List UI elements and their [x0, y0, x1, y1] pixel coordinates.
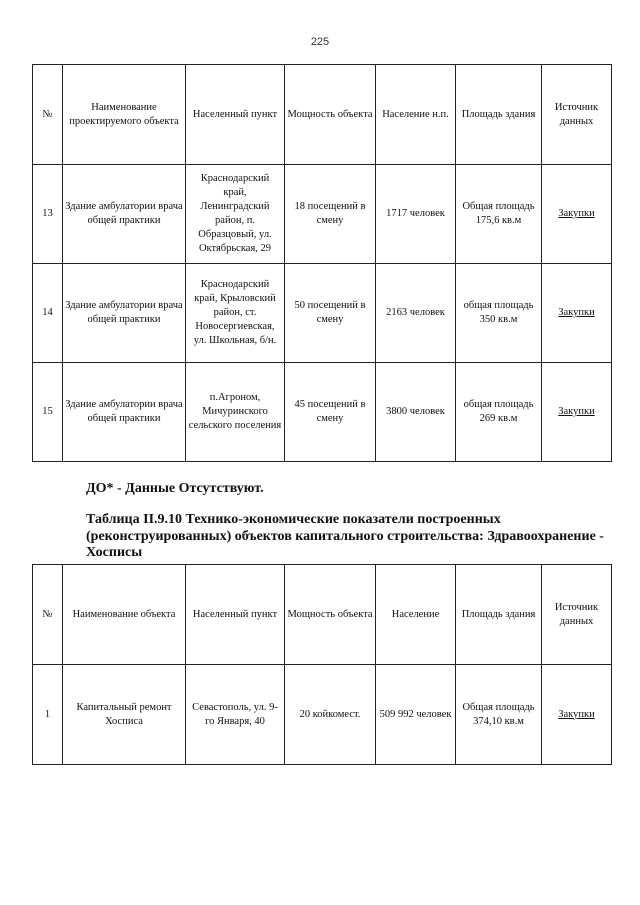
header-object-name: Наименование проектируемого объекта — [63, 65, 186, 165]
cell-population: 2163 человек — [376, 264, 456, 363]
cell-object-name: Здание амбулатории врача общей практики — [63, 363, 186, 462]
table-row — [33, 165, 612, 264]
cell-area: общая площадь 350 кв.м — [456, 264, 542, 363]
header-population: Население — [376, 565, 456, 665]
cell-area: Общая площадь 374,10 кв.м — [456, 665, 542, 765]
header-capacity: Мощность объекта — [285, 565, 376, 665]
cell-object-name: Здание амбулатории врача общей практики — [63, 165, 186, 264]
hospice-objects-table — [32, 564, 612, 765]
cell-area: Общая площадь 175,6 кв.м — [456, 165, 542, 264]
cell-capacity: 45 посещений в смену — [285, 363, 376, 462]
cell-number: 13 — [33, 165, 63, 264]
construction-objects-table — [32, 64, 612, 462]
header-capacity: Мощность объекта — [285, 65, 376, 165]
cell-locality: Севастополь, ул. 9-го Января, 40 — [186, 665, 285, 765]
cell-object-name: Здание амбулатории врача общей практики — [63, 264, 186, 363]
header-source: Источник данных — [542, 65, 612, 165]
cell-population: 1717 человек — [376, 165, 456, 264]
missing-data-note: ДО* - Данные Отсутствуют. — [86, 481, 264, 496]
table-row — [33, 363, 612, 462]
cell-source — [542, 665, 612, 765]
cell-capacity: 20 койкомест. — [285, 665, 376, 765]
table-row — [33, 264, 612, 363]
cell-locality: п.Агроном, Мичуринского сельского поселения — [186, 363, 285, 462]
header-area: Площадь здания — [456, 65, 542, 165]
header-locality: Населенный пункт — [186, 65, 285, 165]
cell-source — [542, 363, 612, 462]
cell-number: 1 — [33, 665, 63, 765]
header-number: № — [33, 565, 63, 665]
cell-locality: Краснодарский край, Ленинградский район, п. Образцовый, ул. Октябрьская, 29 — [186, 165, 285, 264]
cell-area: общая площадь 269 кв.м — [456, 363, 542, 462]
cell-source — [542, 165, 612, 264]
source-link[interactable]: Закупки — [558, 208, 595, 220]
table-header-row — [33, 65, 612, 165]
cell-population: 509 992 человек — [376, 665, 456, 765]
cell-source — [542, 264, 612, 363]
cell-capacity: 50 посещений в смену — [285, 264, 376, 363]
cell-object-name: Капитальный ремонт Хосписа — [63, 665, 186, 765]
table-header-row — [33, 565, 612, 665]
header-population: Население н.п. — [376, 65, 456, 165]
header-number: № — [33, 65, 63, 165]
header-source: Источник данных — [542, 565, 612, 665]
source-link[interactable]: Закупки — [558, 406, 595, 418]
cell-capacity: 18 посещений в смену — [285, 165, 376, 264]
cell-number: 14 — [33, 264, 63, 363]
cell-population: 3800 человек — [376, 363, 456, 462]
cell-locality: Краснодарский край, Крыловский район, ст. Новосергиевская, ул. Школьная, б/н. — [186, 264, 285, 363]
page-number: 225 — [310, 36, 330, 48]
source-link[interactable]: Закупки — [558, 307, 595, 319]
source-link[interactable]: Закупки — [558, 708, 595, 720]
header-area: Площадь здания — [456, 565, 542, 665]
table-row — [33, 665, 612, 765]
cell-number: 15 — [33, 363, 63, 462]
header-locality: Населенный пункт — [186, 565, 285, 665]
header-object-name: Наименование объекта — [63, 565, 186, 665]
table-caption: Таблица II.9.10 Технико-экономические показатели построенных (реконструированных) объектов капитального строительства: Здравоохранение - Хосписы — [86, 512, 604, 561]
